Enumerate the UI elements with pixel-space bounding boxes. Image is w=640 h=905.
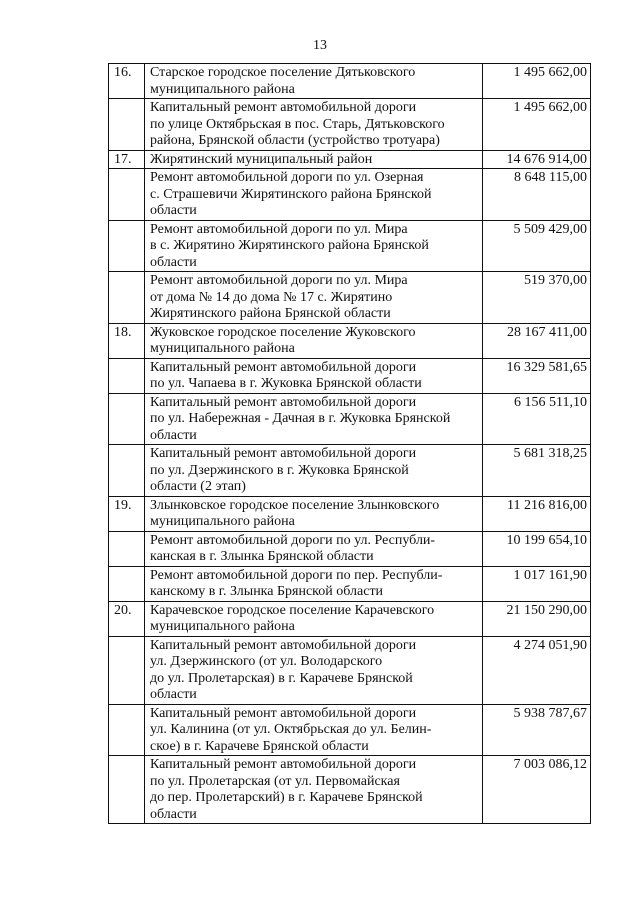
name-line: по ул. Чапаева в г. Жуковка Брянской области bbox=[150, 376, 422, 391]
name-line: области bbox=[150, 254, 197, 270]
name-line: муниципального района bbox=[150, 619, 295, 634]
row-name bbox=[145, 272, 483, 324]
table-row bbox=[109, 358, 591, 393]
row-name bbox=[145, 393, 483, 445]
row-number: 17. bbox=[109, 150, 145, 169]
table-body bbox=[109, 64, 591, 824]
row-amount: 1 495 662,00 bbox=[483, 64, 591, 99]
table-row bbox=[109, 272, 591, 324]
row-name bbox=[145, 704, 483, 756]
name-line: по улице Октябрьская в пос. Старь, Дятьковского bbox=[150, 116, 445, 132]
name-line: Капитальный ремонт автомобильной дороги bbox=[150, 705, 417, 721]
row-amount: 10 199 654,10 bbox=[483, 531, 591, 566]
name-line: Капитальный ремонт автомобильной дороги bbox=[150, 359, 417, 375]
name-line: Капитальный ремонт автомобильной дороги bbox=[150, 637, 417, 653]
name-line: Карачевское городское поселение Карачевского bbox=[150, 602, 435, 618]
table-row bbox=[109, 99, 591, 151]
name-line: района, Брянской области (устройство тротуара) bbox=[150, 133, 440, 148]
name-line: Жуковское городское поселение Жуковского bbox=[150, 324, 416, 340]
name-line: Капитальный ремонт автомобильной дороги bbox=[150, 100, 417, 115]
row-amount: 4 274 051,90 bbox=[483, 636, 591, 704]
name-line: Ремонт автомобильной дороги по ул. Республи- bbox=[150, 532, 436, 548]
row-name bbox=[145, 220, 483, 272]
row-amount: 5 681 318,25 bbox=[483, 445, 591, 497]
name-line: от дома № 14 до дома № 17 с. Жирятино bbox=[150, 289, 393, 305]
row-amount: 14 676 914,00 bbox=[483, 150, 591, 169]
name-line: Ремонт автомобильной дороги по пер. Республи- bbox=[150, 567, 443, 583]
row-name bbox=[145, 756, 483, 824]
row-number bbox=[109, 445, 145, 497]
table-row bbox=[109, 636, 591, 704]
row-number: 19. bbox=[109, 496, 145, 531]
row-number bbox=[109, 358, 145, 393]
row-name bbox=[145, 169, 483, 221]
name-line: области (2 этап) bbox=[150, 479, 246, 494]
row-number bbox=[109, 756, 145, 824]
row-amount: 28 167 411,00 bbox=[483, 323, 591, 358]
row-number bbox=[109, 99, 145, 151]
table-row bbox=[109, 393, 591, 445]
name-line: по ул. Дзержинского в г. Жуковка Брянской bbox=[150, 462, 409, 478]
row-name bbox=[145, 150, 483, 169]
row-number bbox=[109, 636, 145, 704]
row-amount: 11 216 816,00 bbox=[483, 496, 591, 531]
row-amount: 21 150 290,00 bbox=[483, 601, 591, 636]
name-line: ское) в г. Карачеве Брянской области bbox=[150, 738, 369, 754]
row-amount: 519 370,00 bbox=[483, 272, 591, 324]
name-line: Капитальный ремонт автомобильной дороги bbox=[150, 757, 417, 772]
row-number: 18. bbox=[109, 323, 145, 358]
row-name bbox=[145, 496, 483, 531]
name-line: области bbox=[150, 806, 197, 822]
row-name bbox=[145, 358, 483, 393]
row-amount: 1 017 161,90 bbox=[483, 566, 591, 601]
row-number bbox=[109, 220, 145, 272]
row-name bbox=[145, 64, 483, 99]
page-number: 13 bbox=[313, 38, 327, 53]
name-line: ул. Дзержинского (от ул. Володарского bbox=[150, 654, 383, 669]
row-number bbox=[109, 704, 145, 756]
name-line: с. Страшевичи Жирятинского района Брянской bbox=[150, 186, 432, 202]
name-line: Жирятинского района Брянской области bbox=[150, 306, 391, 321]
row-name bbox=[145, 445, 483, 497]
name-line: Ремонт автомобильной дороги по ул. Мира bbox=[150, 273, 408, 288]
name-line: муниципального района bbox=[150, 514, 295, 529]
name-line: области bbox=[150, 203, 197, 218]
name-line: Капитальный ремонт автомобильной дороги bbox=[150, 394, 417, 410]
name-line: по ул. Набережная - Дачная в г. Жуковка Брянской bbox=[150, 411, 451, 426]
row-amount: 6 156 511,10 bbox=[483, 393, 591, 445]
row-number bbox=[109, 531, 145, 566]
table-row bbox=[109, 704, 591, 756]
name-line: канская в г. Злынка Брянской области bbox=[150, 549, 374, 564]
name-line: Старское городское поселение Дятьковского bbox=[150, 65, 416, 80]
table-row bbox=[109, 64, 591, 99]
table-row bbox=[109, 566, 591, 601]
row-name bbox=[145, 566, 483, 601]
row-amount: 16 329 581,65 bbox=[483, 358, 591, 393]
row-name bbox=[145, 323, 483, 358]
table-row bbox=[109, 220, 591, 272]
table-row bbox=[109, 445, 591, 497]
name-line: в с. Жирятино Жирятинского района Брянской bbox=[150, 238, 429, 253]
row-name bbox=[145, 636, 483, 704]
row-number: 20. bbox=[109, 601, 145, 636]
row-amount: 7 003 086,12 bbox=[483, 756, 591, 824]
budget-table bbox=[108, 63, 591, 824]
row-number: 16. bbox=[109, 64, 145, 99]
name-line: канскому в г. Злынка Брянской области bbox=[150, 584, 384, 599]
row-name bbox=[145, 99, 483, 151]
table-row bbox=[109, 496, 591, 531]
table-row bbox=[109, 601, 591, 636]
row-number bbox=[109, 169, 145, 221]
row-name bbox=[145, 601, 483, 636]
row-number bbox=[109, 393, 145, 445]
name-line: Капитальный ремонт автомобильной дороги bbox=[150, 446, 417, 461]
row-amount: 8 648 115,00 bbox=[483, 169, 591, 221]
table-row bbox=[109, 756, 591, 824]
name-line: Ремонт автомобильной дороги по ул. Озерная bbox=[150, 170, 424, 185]
row-amount: 5 509 429,00 bbox=[483, 220, 591, 272]
row-number bbox=[109, 272, 145, 324]
row-amount: 5 938 787,67 bbox=[483, 704, 591, 756]
name-line: Ремонт автомобильной дороги по ул. Мира bbox=[150, 221, 408, 237]
table-row bbox=[109, 531, 591, 566]
name-line: по ул. Пролетарская (от ул. Первомайская bbox=[150, 773, 400, 789]
name-line: Жирятинский муниципальный район bbox=[150, 151, 373, 167]
row-name bbox=[145, 531, 483, 566]
name-line: до пер. Пролетарский) в г. Карачеве Брянской bbox=[150, 790, 423, 805]
name-line: до ул. Пролетарская) в г. Карачеве Брянской bbox=[150, 670, 413, 686]
table-row bbox=[109, 150, 591, 169]
row-number bbox=[109, 566, 145, 601]
row-amount: 1 495 662,00 bbox=[483, 99, 591, 151]
name-line: муниципального района bbox=[150, 81, 295, 97]
name-line: муниципального района bbox=[150, 341, 295, 356]
table-row bbox=[109, 169, 591, 221]
table-row bbox=[109, 323, 591, 358]
name-line: ул. Калинина (от ул. Октябрьская до ул. Белин- bbox=[150, 722, 432, 737]
name-line: области bbox=[150, 687, 197, 702]
name-line: Злынковское городское поселение Злынковского bbox=[150, 497, 440, 513]
name-line: области bbox=[150, 427, 197, 443]
